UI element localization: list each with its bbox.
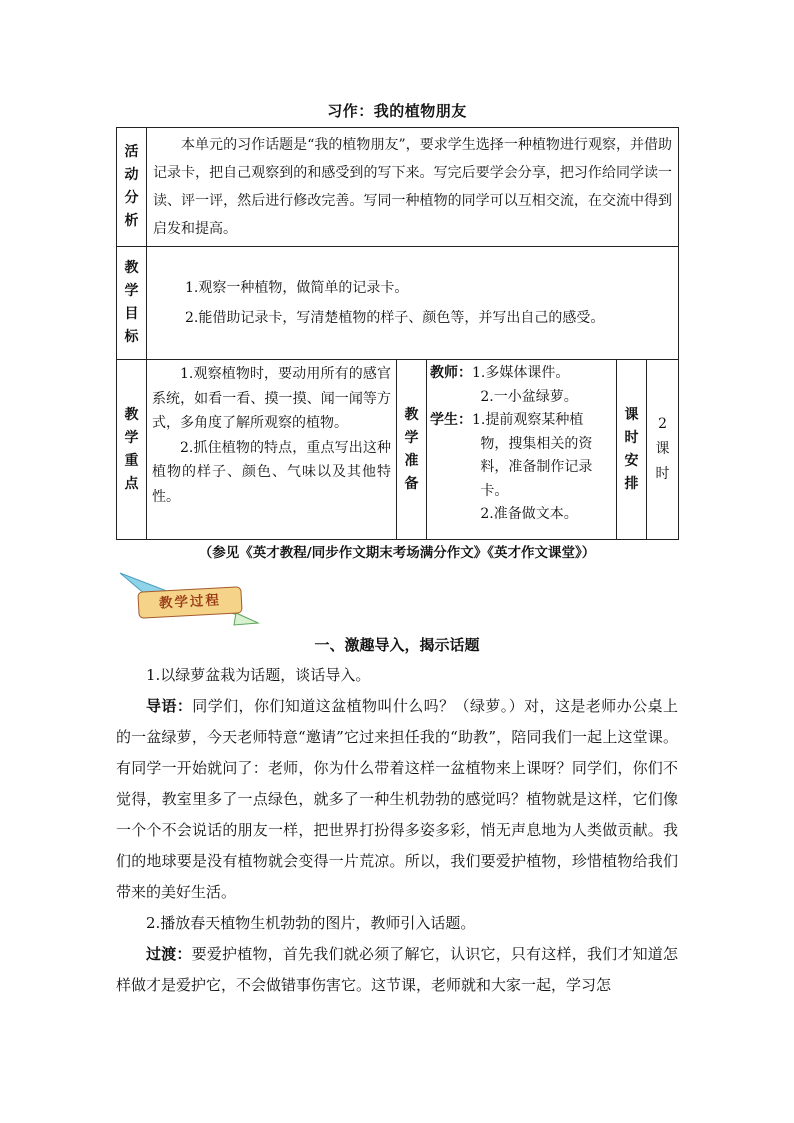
prep-teacher-line: 教师：1.多媒体课件。 xyxy=(430,365,570,381)
key-points-cell xyxy=(147,360,397,540)
goal-item: 1.观察一种植物，做简单的记录卡。 xyxy=(185,280,409,296)
paragraph: 导语：同学们，你们知道这盆植物叫什么吗？（绿萝。）对，这是老师办公桌上的一盆绿萝，今天老师特意“邀请”它过来担任我的“助教”，陪同我们一起上这堂课。有同学一开始就问了：老师，你为什么带着这样一盆植物来上课呀？同学们，你们不觉得，教室里多了一点绿色，就多了一种生机勃勃的感觉吗？植物就是这样，它们像一个个不会说话的朋友一样，把世界打扮得多姿多彩，悄无声息地为人类做贡献。我们的地球要是没有植物就会变得一片荒凉。所以，我们要爱护植物，珍惜植物给我们带来的美好生活。 xyxy=(116,697,678,901)
section-heading: 一、激趣导入，揭示话题 xyxy=(314,636,480,654)
row-teaching-goals xyxy=(117,247,679,360)
teaching-goals-cell xyxy=(147,247,679,360)
paragraph: 2.播放春天植物生机勃勃的图片，教师引入话题。 xyxy=(146,914,476,932)
header-preparation: 教 学 准 备 xyxy=(397,360,427,540)
page-title: 习作：我的植物朋友 xyxy=(327,102,467,120)
key-point-item: 1.观察植物时，要动用所有的感官系统，如看一看、摸一摸、闻一闻等方式，多角度了解所观察的植物。 xyxy=(152,366,391,431)
reference-note: （参见《英才教程/同步作文期末考场满分作文》《英才作文课堂》） xyxy=(198,545,596,561)
key-point-item: 2.抓住植物的特点，重点写出这种植物的样子、颜色、气味以及其他特性。 xyxy=(152,439,391,505)
header-teaching-goals: 教 学 目 标 xyxy=(117,247,147,360)
intro-label: 导语： xyxy=(146,697,193,715)
student-label: 学生： xyxy=(430,412,472,428)
preparation-cell: 教师：1.多媒体课件。 2.一小盆绿萝。 学生：1.提前观察某种植 物，搜集相关的资 料，准备制作记录 卡。 2.准备做文本。 xyxy=(427,360,617,540)
header-key-points: 教 学 重 点 xyxy=(117,360,147,540)
teacher-label: 教师： xyxy=(430,365,472,381)
activity-analysis-text: 本单元的习作话题是“我的植物朋友”，要求学生选择一种植物进行观察，并借助记录卡，把自己观察到的和感受到的写下来。写完后要学会分享，把习作给同学读一读、评一评，然后进行修改完善。写同一种植物的同学可以互相交流，在交流中得到启发和提高。 xyxy=(147,128,679,247)
header-activity-analysis: 活 动 分 析 xyxy=(117,128,147,247)
goal-item: 2.能借助记录卡，写清楚植物的样子、颜色等，并写出自己的感受。 xyxy=(185,310,605,326)
row-activity-analysis xyxy=(117,128,679,247)
teaching-process-banner xyxy=(116,567,262,627)
prep-student-line: 学生：1.提前观察某种植 xyxy=(430,412,584,428)
body-text xyxy=(116,660,678,1001)
header-schedule: 课 时 安 排 xyxy=(617,360,647,540)
paragraph: 1.以绿萝盆栽为话题，谈话导入。 xyxy=(146,666,371,684)
lesson-plan-table xyxy=(116,127,679,540)
banner-label: 教学过程 xyxy=(137,586,242,618)
transition-label: 过渡： xyxy=(146,945,192,963)
schedule-value: 2 课 时 xyxy=(647,360,679,540)
paragraph: 过渡：要爱护植物，首先我们就必须了解它，认识它，只有这样，我们才知道怎样做才是爱护它，不会做错事伤害它。这节课，老师就和大家一起，学习怎 xyxy=(116,945,678,994)
row-key-points xyxy=(117,360,679,540)
